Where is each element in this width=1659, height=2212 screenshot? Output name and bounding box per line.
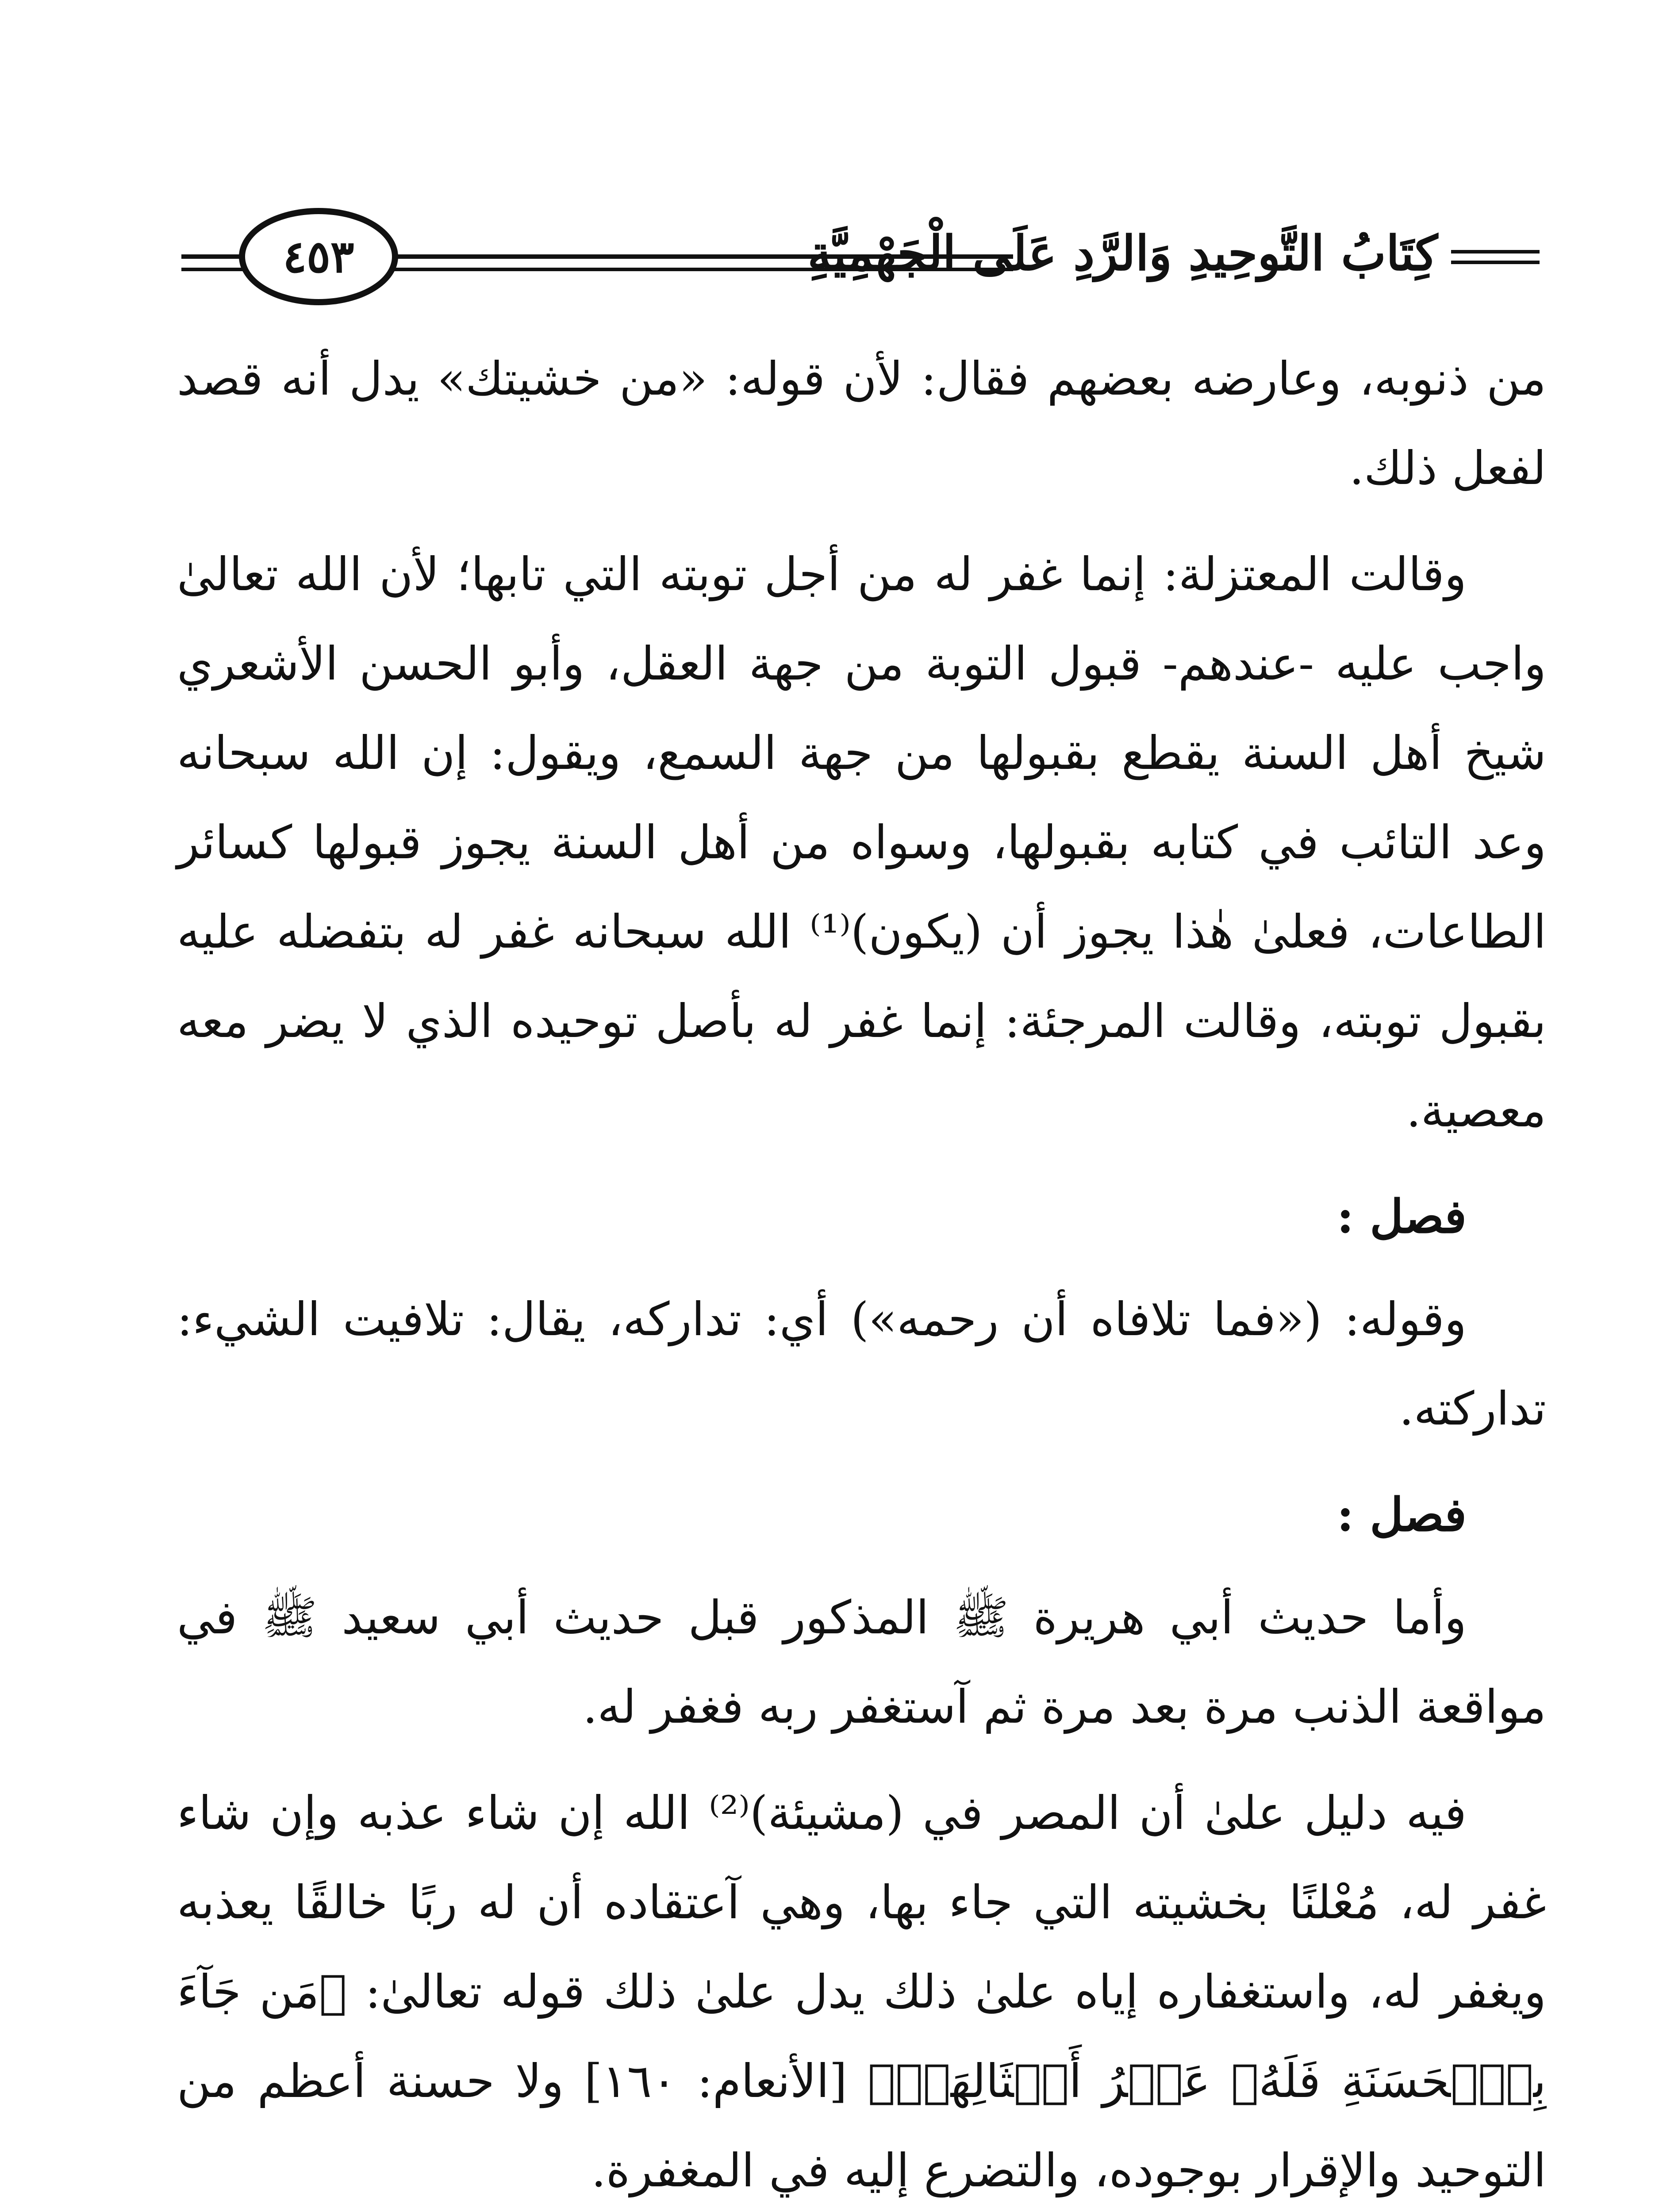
paragraph-3: وقوله: («فما تلافاه أن رحمه») أي: تداركه، يقال: تلافيت الشيء: تداركته. [177, 1292, 1546, 1436]
paragraph-2: وقالت المعتزلة: إنما غفر له من أجل توبته التي تابها؛ لأن الله تعالىٰ واجب عليه -عندهم- قبول التوبة من جهة العقل، وأبو الحسن الأشعري شيخ أهل السنة يقطع بقبولها من جهة السمع، ويقول: إن الله سبحانه وعد التائب في كتابه بقبولها، وسواه من أهل السنة يجوز قبولها كسائر الطاعات، فعلىٰ هٰذا يجوز أن (يكون)⁽¹⁾ الله سبحانه غفر له بتفضله عليه بقبول توبته، وقالت المرجئة: إنما غفر له بأصل توحيده الذي لا يضر معه معصية. [177, 547, 1546, 1137]
paragraph-1: من ذنوبه، وعارضه بعضهم فقال: لأن قوله: «من خشيتك» يدل أنه قصد لفعل ذلك. [177, 352, 1546, 495]
section-heading-2: فصل : [1336, 1487, 1467, 1542]
header-rule-long [389, 254, 1013, 271]
section-heading-1: فصل : [1336, 1189, 1467, 1244]
page-number: ٤٥٣ [283, 230, 354, 283]
book-title: كِتَابُ التَّوحِيدِ وَالرَّدِ عَلَى الْجَهْمِيَّةِ [807, 226, 1438, 281]
page-number-badge [239, 208, 398, 305]
page-header [181, 208, 1540, 310]
header-rule-right [1451, 250, 1540, 264]
paragraph-4: وأما حديث أبي هريرة ﷺ المذكور قبل حديث أبي سعيد ﷺ في مواقعة الذنب مرة بعد مرة ثم آستغفر ربه فغفر له. [177, 1590, 1546, 1734]
paragraph-5: فيه دليل علىٰ أن المصر في (مشيئة)⁽²⁾ الله إن شاء عذبه وإن شاء غفر له، مُعْلنًا بخشيته التي جاء بها، وهي آعتقاده أن له ربًا خالقًا يعذبه ويغفر له، واستغفاره إياه علىٰ ذلك يدل علىٰ ذلك قوله تعالىٰ: ﴿مَن جَآءَ بِٱلۡحَسَنَةِ فَلَهُۥ عَشۡرُ أَمۡثَالِهَاۖ﴾ [الأنعام: ١٦٠] ولا حسنة أعظم من التوحيد والإقرار بوجوده، والتضرع إليه في المغفرة. [177, 1786, 1546, 2197]
main-text [177, 334, 1546, 2212]
